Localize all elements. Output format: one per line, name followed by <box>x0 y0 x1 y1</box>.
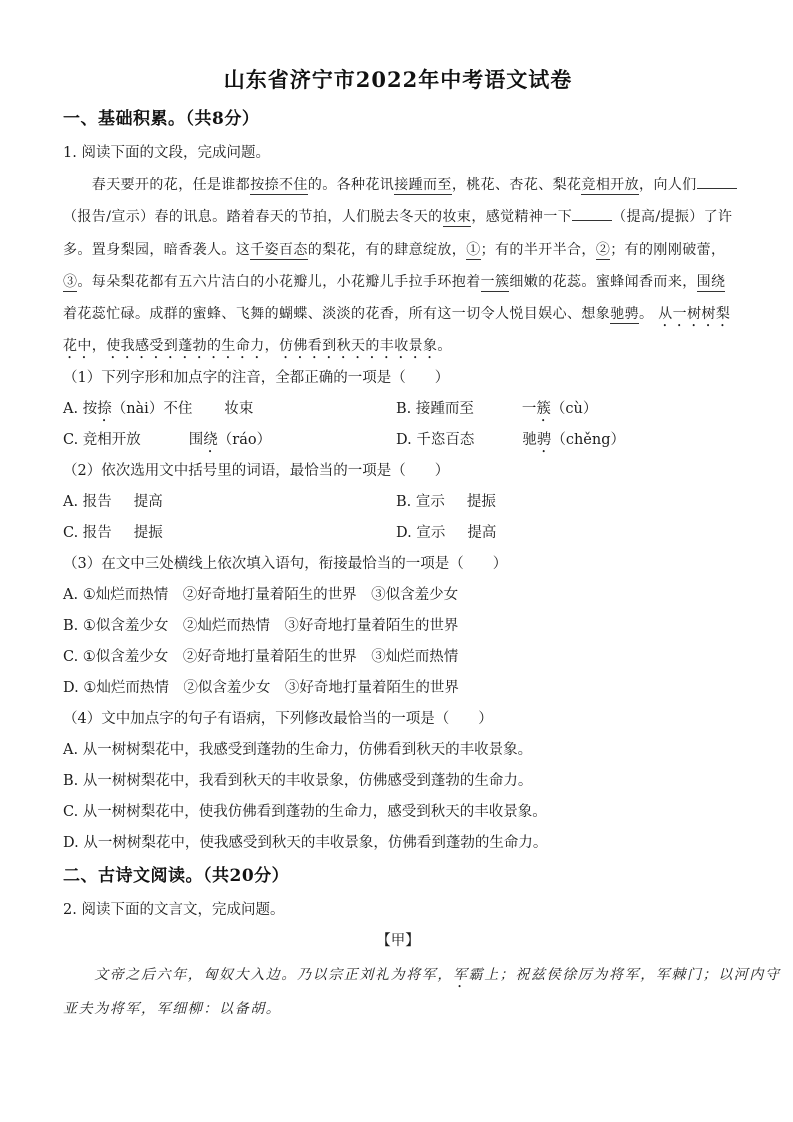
text-segment: 亚夫为将军，军细柳：以备胡。 <box>63 1000 282 1017</box>
text-segment: D. 宣示 <box>396 524 446 541</box>
underlined-text: 接踵而至 <box>394 177 452 193</box>
question-1-1-stem: （1）下列字形和加点字的注音，全都正确的一项是（ ） <box>63 369 450 386</box>
answer-option <box>63 611 733 642</box>
answer-option <box>63 642 733 673</box>
option-row <box>63 394 733 425</box>
answer-option <box>396 394 733 425</box>
section-2-heading: 二、古诗文阅读。（共20分） <box>63 865 290 886</box>
passage-line <box>63 266 733 298</box>
reading-passage <box>63 169 733 363</box>
text-segment: 驰 <box>522 431 537 448</box>
text-segment: B. 宣示 <box>396 493 445 510</box>
option-row <box>63 673 733 704</box>
text-segment: 春天要开的花，任是谁都 <box>63 177 251 193</box>
underlined-text: 千姿百态 <box>250 241 308 258</box>
spacer <box>445 536 467 537</box>
underlined-text: 驰骋 <box>610 306 640 323</box>
classical-line <box>63 992 733 1026</box>
answer-option <box>63 797 733 828</box>
text-segment: 的。各种花讯 <box>307 177 395 193</box>
dotted-emphasis-text: 骋 <box>536 431 552 448</box>
answer-option <box>63 518 396 549</box>
passage-line <box>63 169 733 201</box>
passage-jia-label: 【甲】 <box>376 932 420 949</box>
option-row <box>63 828 733 859</box>
option-row <box>63 518 733 549</box>
text-segment: 提振 <box>133 524 163 541</box>
question-block-3 <box>63 549 733 704</box>
answer-option <box>63 766 733 797</box>
underlined-text: 围绕 <box>696 273 726 290</box>
dotted-emphasis-text: 簇 <box>536 400 551 417</box>
text-segment: B. 接踵而至 <box>396 400 474 417</box>
spacer <box>141 443 189 444</box>
question-block-4 <box>63 704 733 859</box>
answer-option <box>63 673 733 704</box>
text-segment: 着花蕊忙碌。成群的蜜蜂、飞舞的蝴蝶、淡淡的花香，所有这一切令人悦目娱心、想象 <box>63 306 611 323</box>
question-block-1 <box>63 363 733 456</box>
spacer <box>474 412 522 413</box>
spacer <box>112 505 134 506</box>
text-segment: 霸上；祝兹侯徐厉为将军，军棘门；以河内守 <box>468 966 781 983</box>
text-segment: ，向人们 <box>639 177 697 193</box>
text-segment: （报告/宣示）春的讯息。踏着春天的节拍，人们脱去冬天的 <box>63 209 443 226</box>
question-1-4-stem: （4）文中加点字的句子有语病，下列修改最恰当的一项是（ ） <box>63 710 493 727</box>
text-segment: 妆束 <box>224 400 254 417</box>
passage-line <box>63 298 733 330</box>
option-row <box>63 735 733 766</box>
spacer <box>445 505 467 506</box>
text-segment: 一 <box>521 400 537 417</box>
option-row <box>63 642 733 673</box>
page-title: 山东省济宁市2022年中考语文试卷 <box>223 67 573 92</box>
question-block-2 <box>63 456 733 549</box>
spacer <box>112 536 134 537</box>
text-segment: ，感觉精神一下 <box>471 209 573 226</box>
answer-option <box>396 518 733 549</box>
dotted-emphasis-text: 军 <box>453 966 469 983</box>
answer-option <box>63 487 396 518</box>
underlined-text: ② <box>595 241 611 258</box>
underlined-text: 一簇 <box>480 273 510 290</box>
text-segment: A. ①灿烂而热情 ②好奇地打量着陌生的世界 ③似含羞少女 <box>63 586 459 603</box>
classical-passage <box>63 958 781 1026</box>
answer-option <box>63 735 733 766</box>
classical-line <box>63 958 781 992</box>
text-segment: C. ①似含羞少女 ②好奇地打量着陌生的世界 ③灿烂而热情 <box>63 648 459 665</box>
question-1-2-stem: （2）依次选用文中括号里的词语，最恰当的一项是（ ） <box>63 462 450 479</box>
text-segment: C. 竞相开放 <box>63 431 141 448</box>
option-row <box>63 487 733 518</box>
text-segment: ；有的半开半合， <box>480 241 596 258</box>
option-row <box>63 580 733 611</box>
section-1-heading: 一、基础积累。（共8分） <box>63 109 260 129</box>
passage-line <box>63 234 733 266</box>
spacer <box>192 412 224 413</box>
text-segment: A. 从一树树梨花中，我感受到蓬勃的生命力，仿佛看到秋天的丰收景象。 <box>63 741 533 758</box>
option-row <box>63 611 733 642</box>
question-1-3-stem: （3）在文中三处横线上依次填入语句，衔接最恰当的一项是（ ） <box>63 555 508 572</box>
text-segment: （cù） <box>550 400 598 417</box>
text-segment: 提高 <box>133 493 163 510</box>
text-segment: A. 按 <box>63 400 98 417</box>
underlined-text: ① <box>466 241 481 258</box>
text-segment: 多。置身梨园，暗香袭人。这 <box>63 241 251 258</box>
text-segment: B. 从一树树梨花中，我看到秋天的丰收景象，仿佛感受到蓬勃的生命力。 <box>63 772 533 789</box>
option-row <box>63 797 733 828</box>
text-segment: A. 报告 <box>63 493 112 510</box>
text-segment: 细嫩的花蕊。蜜蜂闻香而来， <box>509 273 697 290</box>
question-1-4-options <box>63 735 733 859</box>
question-2-intro: 2. 阅读下面的文言文，完成问题。 <box>63 901 285 918</box>
option-row <box>63 766 733 797</box>
blank-underline <box>697 175 737 189</box>
text-segment: B. ①似含羞少女 ②灿烂而热情 ③好奇地打量着陌生的世界 <box>63 617 459 634</box>
text-segment: ；有的刚刚破蕾， <box>610 241 726 258</box>
underlined-text: 按捺不住 <box>250 177 308 193</box>
text-segment: C. 报告 <box>63 524 112 541</box>
spacer <box>474 443 522 444</box>
passage-line <box>63 201 733 233</box>
dotted-emphasis-text: 捺 <box>97 400 112 417</box>
dotted-emphasis-text: 花中，使我感受到蓬勃的生命力，仿佛看到秋天的丰收景象。 <box>63 338 452 355</box>
underlined-text: ③ <box>63 273 78 290</box>
text-segment: 提振 <box>466 493 496 510</box>
text-segment: ，桃花、杏花、梨花 <box>451 177 582 193</box>
text-segment: （提高/提振）了许 <box>612 209 733 226</box>
text-segment: 围 <box>188 431 204 448</box>
text-segment: 的梨花，有的肆意绽放， <box>307 241 467 258</box>
text-segment: （chěng） <box>551 431 625 448</box>
text-segment: D. 从一树树梨花中，使我感受到秋天的丰收景象，仿佛看到蓬勃的生命力。 <box>63 834 548 851</box>
text-segment: 。每朵梨花都有五六片洁白的小花瓣儿，小花瓣儿手拉手环抱着 <box>77 273 481 290</box>
answer-option <box>63 828 733 859</box>
answer-option <box>63 580 733 611</box>
question-1-3-options <box>63 580 733 704</box>
dotted-emphasis-text: 绕 <box>203 431 218 448</box>
underlined-text: 妆束 <box>442 209 472 226</box>
blank-underline <box>572 207 612 221</box>
text-segment: C. 从一树树梨花中，使我仿佛看到蓬勃的生命力，感受到秋天的丰收景象。 <box>63 803 547 820</box>
answer-option <box>396 425 733 456</box>
text-segment: 提高 <box>467 524 497 541</box>
text-segment: （ráo） <box>217 431 272 448</box>
underlined-text: 竞相开放 <box>581 177 640 193</box>
question-1-2-options <box>63 487 733 549</box>
answer-option <box>396 487 733 518</box>
question-1-1-options <box>63 394 733 456</box>
option-row <box>63 425 733 456</box>
answer-option <box>63 425 396 456</box>
text-segment: 。 <box>639 306 659 323</box>
text-segment: （nài）不住 <box>111 400 193 417</box>
text-segment: 文帝之后六年，匈奴大入边。乃以宗正刘礼为将军， <box>63 966 453 983</box>
text-segment: D. ①灿烂而热情 ②似含羞少女 ③好奇地打量着陌生的世界 <box>63 679 459 696</box>
passage-line <box>63 330 733 362</box>
answer-option <box>63 394 396 425</box>
text-segment: D. 千恣百态 <box>396 431 475 448</box>
dotted-emphasis-text: 从一树树梨 <box>658 306 731 323</box>
question-1-intro: 1. 阅读下面的文段，完成问题。 <box>63 145 270 161</box>
